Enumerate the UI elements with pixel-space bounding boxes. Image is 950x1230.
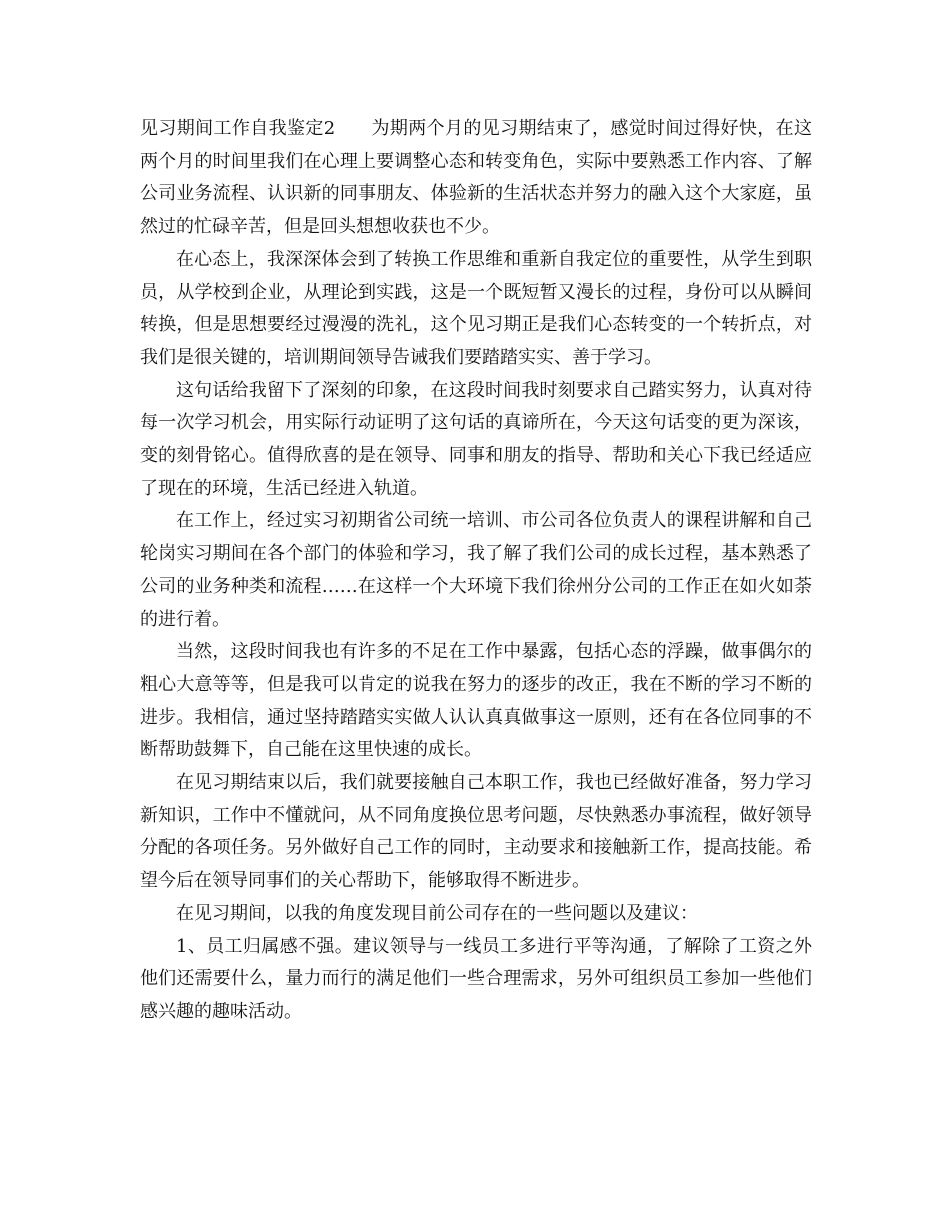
paragraph: 这句话给我留下了深刻的印象，在这段时间我时刻要求自己踏实努力，认真对待每一次学习机会，用实际行动证明了这句话的真谛所在，今天这句话变的更为深该，变的刻骨铭心。值得欣喜的是在领导、同事和朋友的指导、帮助和关心下我已经适应了现在的环境，生活已经进入轨道。 [140,379,812,499]
document-title: 见习期间工作自我鉴定2 [140,118,336,139]
paragraph: 1、员工归属感不强。建议领导与一线员工多进行平等沟通，了解除了工资之外他们还需要什么，量力而行的满足他们一些合理需求，另外可组织员工参加一些他们感兴趣的趣味活动。 [140,935,812,1022]
intro-paragraph [140,113,812,244]
paragraph: 在见习期间，以我的角度发现目前公司存在的一些问题以及建议： [176,902,698,924]
paragraph: 在见习期结束以后，我们就要接触自己本职工作，我也已经做好准备，努力学习新知识，工作中不懂就问，从不同角度换位思考问题，尽快熟悉办事流程，做好领导分配的各项任务。另外做好自己工作的同时，主动要求和接触新工作，提高技能。希望今后在领导同事们的关心帮助下，能够取得不断进步。 [140,772,812,892]
document-body [140,113,812,1029]
paragraph: 在工作上，经过实习初期省公司统一培训、市公司各位负责人的课程讲解和自己轮岗实习期间在各个部门的体验和学习，我了解了我们公司的成长过程，基本熟悉了公司的业务种类和流程……在这样一个大环境下我们徐州分公司的工作正在如火如荼的进行着。 [140,510,812,630]
paragraph: 在心态上，我深深体会到了转换工作思维和重新自我定位的重要性，从学生到职员，从学校到企业，从理论到实践，这是一个既短暂又漫长的过程，身份可以从瞬间转换，但是思想要经过漫漫的洗礼，这个见习期正是我们心态转变的一个转折点，对我们是很关键的，培训期间领导告诫我们要踏踏实实、善于学习。 [140,248,812,368]
paragraph: 当然，这段时间我也有许多的不足在工作中暴露，包括心态的浮躁，做事偶尔的粗心大意等等，但是我可以肯定的说我在努力的逐步的改正，我在不断的学习不断的进步。我相信，通过坚持踏踏实实做人认认真真做事这一原则，还有在各位同事的不断帮助鼓舞下，自己能在这里快速的成长。 [140,641,812,761]
paragraph-text: 为期两个月的见习期结束了，感觉时间过得好快，在这两个月的时间里我们在心理上要调整心态和转变角色，实际中要熟悉工作内容、了解公司业务流程、认识新的同事朋友、体验新的生活状态并努力的融入这个大家庭，虽然过的忙碌辛苦，但是回头想想收获也不少。 [140,118,813,238]
